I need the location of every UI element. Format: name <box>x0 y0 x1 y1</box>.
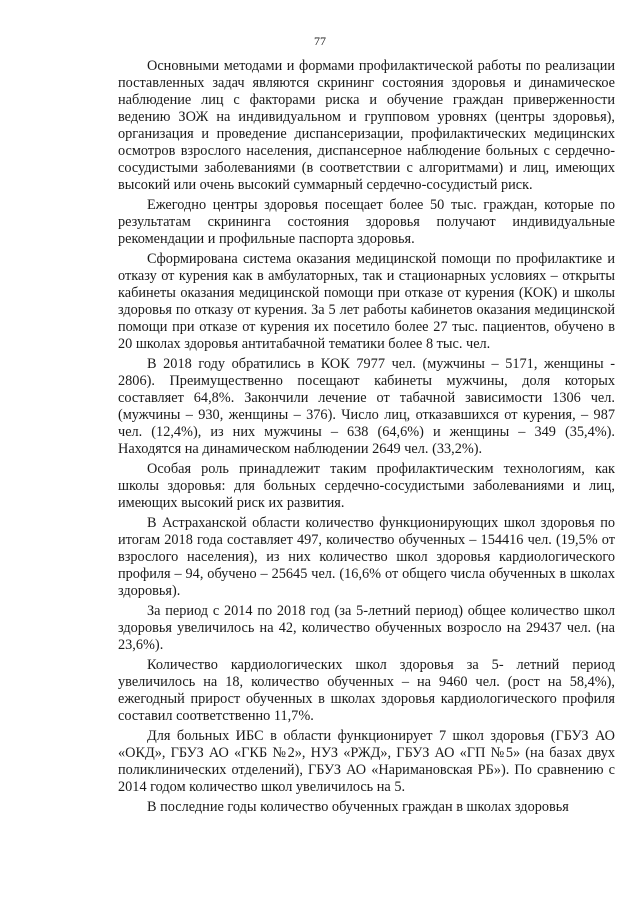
body-text <box>118 58 615 819</box>
paragraph-smoking-care-system: Сформирована система оказания медицинской помощи по профилактике и отказу от курения как в амбулаторных, так и стационарных условиях – открыты кабинеты оказания медицинской помощи при отказе от курения (КОК) и школы здоровья по отказу от курения. За 5 лет работы кабинетов оказания медицинской помощи при отказе от курения их посетило более 27 тыс. пациентов, обучено в 20 школах здоровья антитабачной тематики более 8 тыс. чел. <box>118 251 615 352</box>
paragraph-period-2014-2018: За период с 2014 по 2018 год (за 5-летний период) общее количество школ здоровья увеличилось на 42, количество обученных возросло на 29437 чел. (на 23,6%). <box>118 603 615 653</box>
paragraph-recent-years: В последние годы количество обученных граждан в школах здоровья <box>147 799 569 815</box>
paragraph-kok-2018: В 2018 году обратились в КОК 7977 чел. (мужчины – 5171, женщины - 2806). Преимущественно посещают кабинеты мужчины, доля которых составляет 64,8%. Закончили лечение от табачной зависимости 1306 чел. (мужчины – 930, женщины – 376). Число лиц, отказавшихся от курения, – 987 чел. (12,4%), из них мужчины – 638 (64,6%) и женщины – 349 (35,4%). Находятся на динамическом наблюдении 2649 чел. (33,2%). <box>118 356 615 457</box>
paragraph-cardio-schools: Количество кардиологических школ здоровья за 5- летний период увеличилось на 18, количество обученных – на 9460 чел. (рост на 58,4%), ежегодный прирост обученных в школах здоровья кардиологического профиля составил соответственно 11,7%. <box>118 657 615 724</box>
paragraph-astrakhan-schools: В Астраханской области количество функционирующих школ здоровья по итогам 2018 года составляет 497, количество обученных – 154416 чел. (19,5% от взрослого населения), из них количество школ здоровья кардиологического профиля – 94, обучено – 25645 чел. (16,6% от общего числа обученных в школах здоровья). <box>118 515 615 599</box>
paragraph-methods: Основными методами и формами профилактической работы по реализации поставленных задач являются скрининг состояния здоровья и динамическое наблюдение лиц с факторами риска и обучение граждан приверженности ведению ЗОЖ на индивидуальном и групповом уровнях (центры здоровья), организация и проведение диспансеризации, профилактических медицинских осмотров взрослого населения, диспансерное наблюдение больных с сердечно-сосудистыми заболеваниями (в соответствии с алгоритмами) и лиц, имеющих высокий или очень высокий суммарный сердечно-сосудистый риск. <box>118 58 615 193</box>
paragraph-health-centers: Ежегодно центры здоровья посещает более 50 тыс. граждан, которые по результатам скрининга состояния здоровья получают индивидуальные рекомендации и профильные паспорта здоровья. <box>118 197 615 247</box>
paragraph-health-schools-role: Особая роль принадлежит таким профилактическим технологиям, как школы здоровья: для больных сердечно-сосудистыми заболеваниями и лиц, имеющих высокий риск их развития. <box>118 461 615 511</box>
page-number: 77 <box>314 34 326 48</box>
paragraph-ihd-schools: Для больных ИБС в области функционирует 7 школ здоровья (ГБУЗ АО «ОКД», ГБУЗ АО «ГКБ №2», НУЗ «РЖД», ГБУЗ АО «ГП №5» (на базах двух поликлинических отделений), ГБУЗ АО «Наримановская РБ»). По сравнению с 2014 годом количество школ увеличилось на 5. <box>118 728 615 795</box>
